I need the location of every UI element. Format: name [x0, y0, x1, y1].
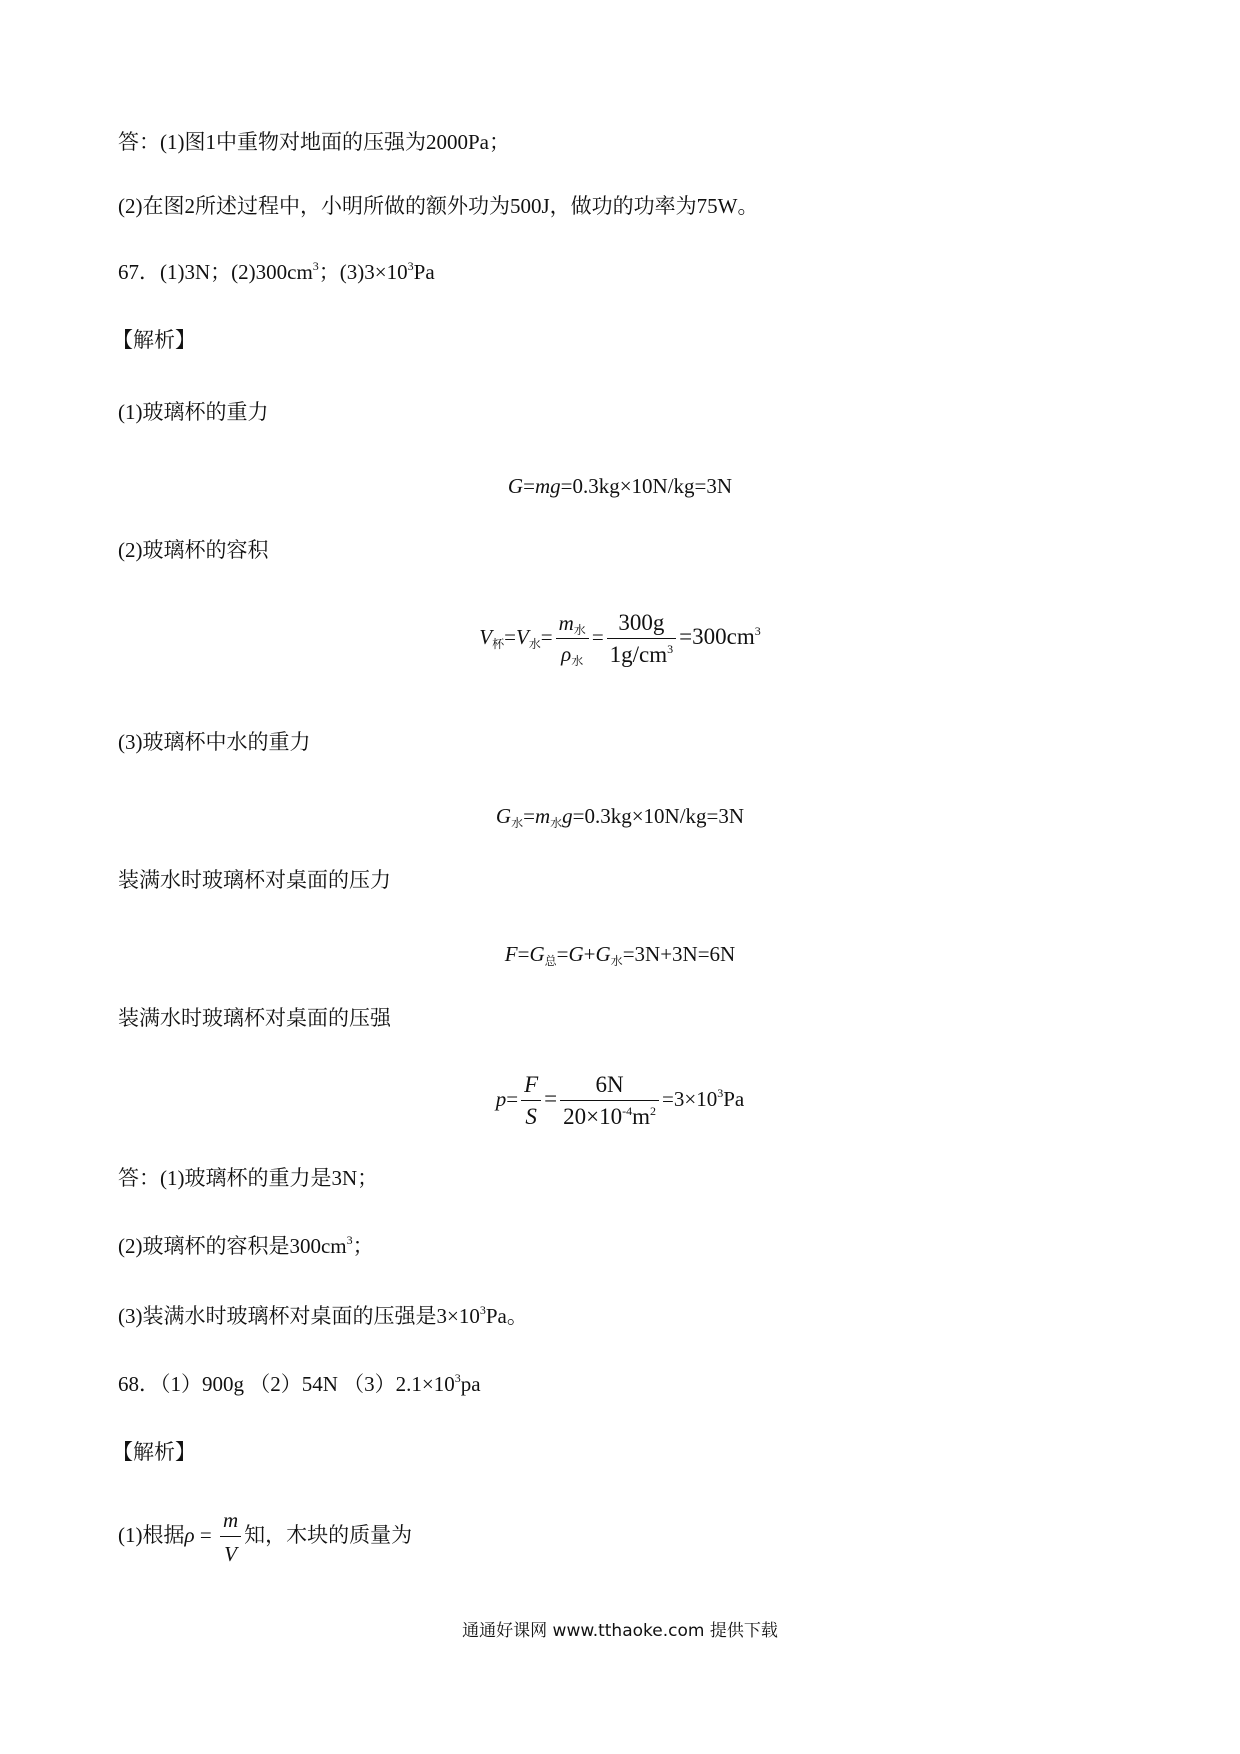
question-67-answer: 67．(1)3N；$(2)300cm^3$；$(3)3\times 10^3Pa$ — [118, 259, 435, 284]
page-footer: 通通好课网 www.tthaoke.com 提供下载 — [462, 1621, 778, 1641]
step-2-text: (2)玻璃杯的容积 — [118, 538, 269, 562]
equation-4: $F=G_总=G+G_水=3N+3N=6N$ — [504, 942, 736, 968]
equation-3: $G_水=m_水g=0.3kg\times 10N/kg=3N$ — [495, 804, 745, 830]
analysis-heading: 【解析】 — [112, 328, 196, 352]
final-answer-3: (3)装满水时玻璃杯对桌面的压强是$3\times 10^3Pa$。 — [118, 1303, 528, 1328]
step-4-text: 装满水时玻璃杯对桌面的压力 — [118, 868, 391, 892]
question-68-answer: 68．（1）900g （2）54N $(3)2.1\times 10^3pa$ — [118, 1371, 481, 1396]
answer-line-2: (2)在图2所述过程中，小明所做的额外功为500J，做功的功率为75W。 — [118, 194, 759, 218]
final-answer-2: (2)玻璃杯的容积是$300cm^3$； — [118, 1233, 374, 1258]
answer-line-1: 答：(1)图1中重物对地面的压强为2000Pa； — [118, 130, 510, 154]
step-5-text: 装满水时玻璃杯对桌面的压强 — [118, 1006, 391, 1030]
equation-2: $V_杯=V_水=$ $\frac{m_水}{\rho_水}$ = $\frac{300g}{1g/cm^3}$ $=300cm^3$ — [479, 610, 761, 668]
final-answer-1: 答：(1)玻璃杯的重力是3N； — [118, 1166, 379, 1190]
equation-5: p= $\frac{F}{S}$ = $\frac{6N}{20\times 10^{-4}m^2}$ $=3\times 10^3Pa$ — [495, 1072, 745, 1129]
step-3-text: (3)玻璃杯中水的重力 — [118, 730, 311, 754]
equation-1: G=mg=0.3kg×10N/kg=3N — [507, 474, 733, 498]
step-6-text: (1)根据ρ = $\frac{m}{V}$ 知，木块的质量为 — [118, 1508, 413, 1566]
step-1-text: (1)玻璃杯的重力 — [118, 400, 269, 424]
analysis-heading-2: 【解析】 — [112, 1440, 196, 1464]
